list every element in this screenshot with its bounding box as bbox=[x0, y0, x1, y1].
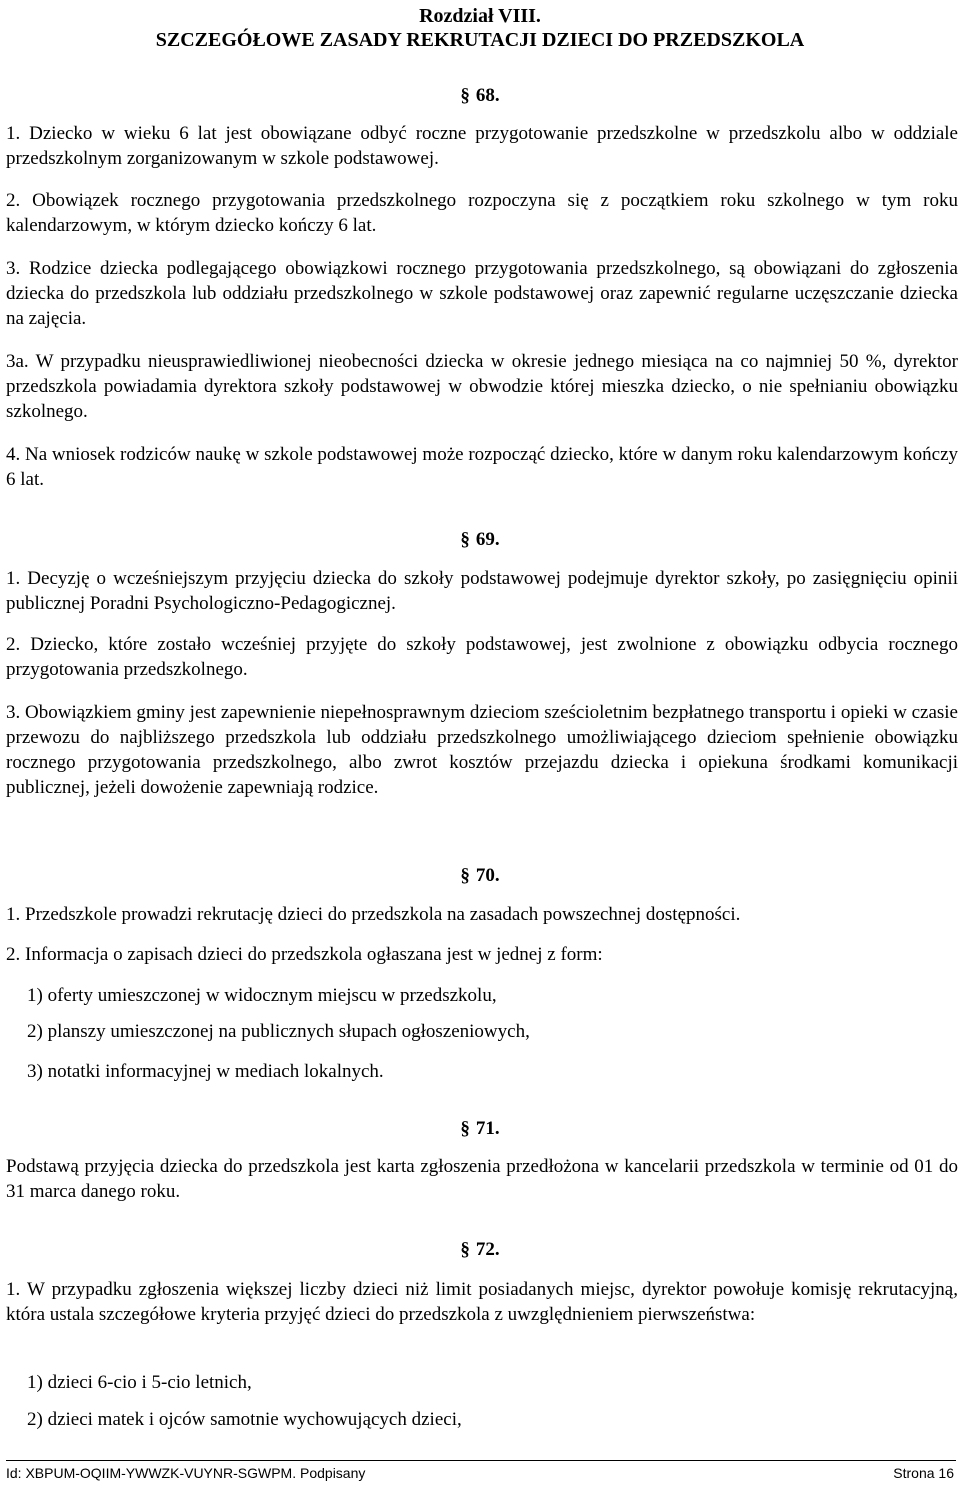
s68-paragraph-3: 3. Rodzice dziecka podlegającego obowiązkowi rocznego przygotowania przedszkolnego, są obowiązani do zgłoszenia dziecka do przedszkola lub oddziału przedszkolnego w szkole podstawowej oraz zapewnić regularne uczęszczanie dziecka na zajęcia. bbox=[6, 258, 958, 329]
section-70-heading bbox=[0, 864, 960, 888]
s68-paragraph-2: 2. Obowiązek rocznego przygotowania przedszkolnego rozpoczyna się z początkiem roku szkolnego w tym roku kalendarzowym, w którym dziecko kończy 6 lat. bbox=[6, 190, 958, 236]
section-number: 71. bbox=[475, 1118, 500, 1139]
footer-page-number: Strona 16 bbox=[893, 1465, 954, 1481]
section-68-heading bbox=[0, 84, 960, 108]
section-71-heading bbox=[0, 1117, 960, 1141]
section-sign: § bbox=[460, 1118, 470, 1139]
s68-paragraph-4: 4. Na wniosek rodziców naukę w szkole podstawowej może rozpocząć dziecko, które w danym roku kalendarzowym kończy 6 lat. bbox=[6, 444, 958, 490]
section-69-heading bbox=[0, 528, 960, 552]
section-sign: § bbox=[460, 1239, 470, 1260]
section-number: 69. bbox=[475, 529, 500, 550]
s72-list-item-2: 2) dzieci matek i ojców samotnie wychowujących dzieci, bbox=[27, 1409, 462, 1430]
s68-paragraph-3a: 3a. W przypadku nieusprawiedliwionej nieobecności dziecka w okresie jednego miesiąca na co najmniej 50 %, dyrektor przedszkola powiadamia dyrektora szkoły podstawowej w obwodzie której mieszka dziecko, o nie spełnianiu obowiązku szkolnego. bbox=[6, 351, 958, 422]
s69-paragraph-1: 1. Decyzję o wcześniejszym przyjęciu dziecka do szkoły podstawowej podejmuje dyrektor szkoły, po zasięgnięciu opinii publicznej Poradni Psychologiczno-Pedagogicznej. bbox=[6, 568, 958, 614]
chapter-heading: Rozdział VIII. bbox=[419, 5, 541, 27]
section-number: 68. bbox=[475, 85, 500, 106]
section-72-heading bbox=[0, 1238, 960, 1262]
section-sign: § bbox=[460, 529, 470, 550]
footer-document-id: Id: XBPUM-OQIIM-YWWZK-VUYNR-SGWPM. Podpisany bbox=[6, 1465, 366, 1481]
section-sign: § bbox=[460, 85, 470, 106]
s72-list-item-1: 1) dzieci 6-cio i 5-cio letnich, bbox=[27, 1372, 252, 1393]
s72-paragraph-1: 1. W przypadku zgłoszenia większej liczby dzieci niż limit posiadanych miejsc, dyrektor powołuje komisję rekrutacyjną, która ustala szczegółowe kryteria przyjęć dzieci do przedszkola z uwzględnieniem pierwszeństwa: bbox=[6, 1279, 958, 1325]
s71-paragraph-1: Podstawą przyjęcia dziecka do przedszkola jest karta zgłoszenia przedłożona w kancelarii przedszkola w terminie od 01 do 31 marca danego roku. bbox=[6, 1156, 958, 1202]
section-number: 70. bbox=[475, 865, 500, 886]
s70-list-item-3: 3) notatki informacyjnej w mediach lokalnych. bbox=[27, 1061, 384, 1082]
s69-paragraph-3: 3. Obowiązkiem gminy jest zapewnienie niepełnosprawnym dzieciom sześcioletnim bezpłatnego transportu i opieki w czasie przewozu do najbliższego przedszkola lub oddziału przedszkolnego umożliwiającego dzieciom spełnienie obowiązku rocznego przygotowania przedszkolnego, albo zwrot kosztów przejazdu dziecka i opiekuna środkami komunikacji publicznej, jeżeli dowożenie zapewniają rodzice. bbox=[6, 702, 958, 798]
s69-paragraph-2: 2. Dziecko, które zostało wcześniej przyjęte do szkoły podstawowej, jest zwolnione z obowiązku odbycia rocznego przygotowania przedszkolnego. bbox=[6, 634, 958, 680]
chapter-title: SZCZEGÓŁOWE ZASADY REKRUTACJI DZIECI DO PRZEDSZKOLA bbox=[155, 29, 805, 51]
footer-divider bbox=[6, 1460, 956, 1461]
s70-paragraph-1: 1. Przedszkole prowadzi rekrutację dzieci do przedszkola na zasadach powszechnej dostępności. bbox=[6, 904, 741, 925]
section-sign: § bbox=[460, 865, 470, 886]
s70-paragraph-2: 2. Informacja o zapisach dzieci do przedszkola ogłaszana jest w jednej z form: bbox=[6, 944, 603, 965]
s70-list-item-1: 1) oferty umieszczonej w widocznym miejscu w przedszkolu, bbox=[27, 985, 497, 1006]
s70-list-item-2: 2) planszy umieszczonej na publicznych słupach ogłoszeniowych, bbox=[27, 1021, 530, 1042]
section-number: 72. bbox=[475, 1239, 500, 1260]
s68-paragraph-1: 1. Dziecko w wieku 6 lat jest obowiązane odbyć roczne przygotowanie przedszkolne w przedszkolu albo w oddziale przedszkolnym zorganizowanym w szkole podstawowej. bbox=[6, 123, 958, 169]
